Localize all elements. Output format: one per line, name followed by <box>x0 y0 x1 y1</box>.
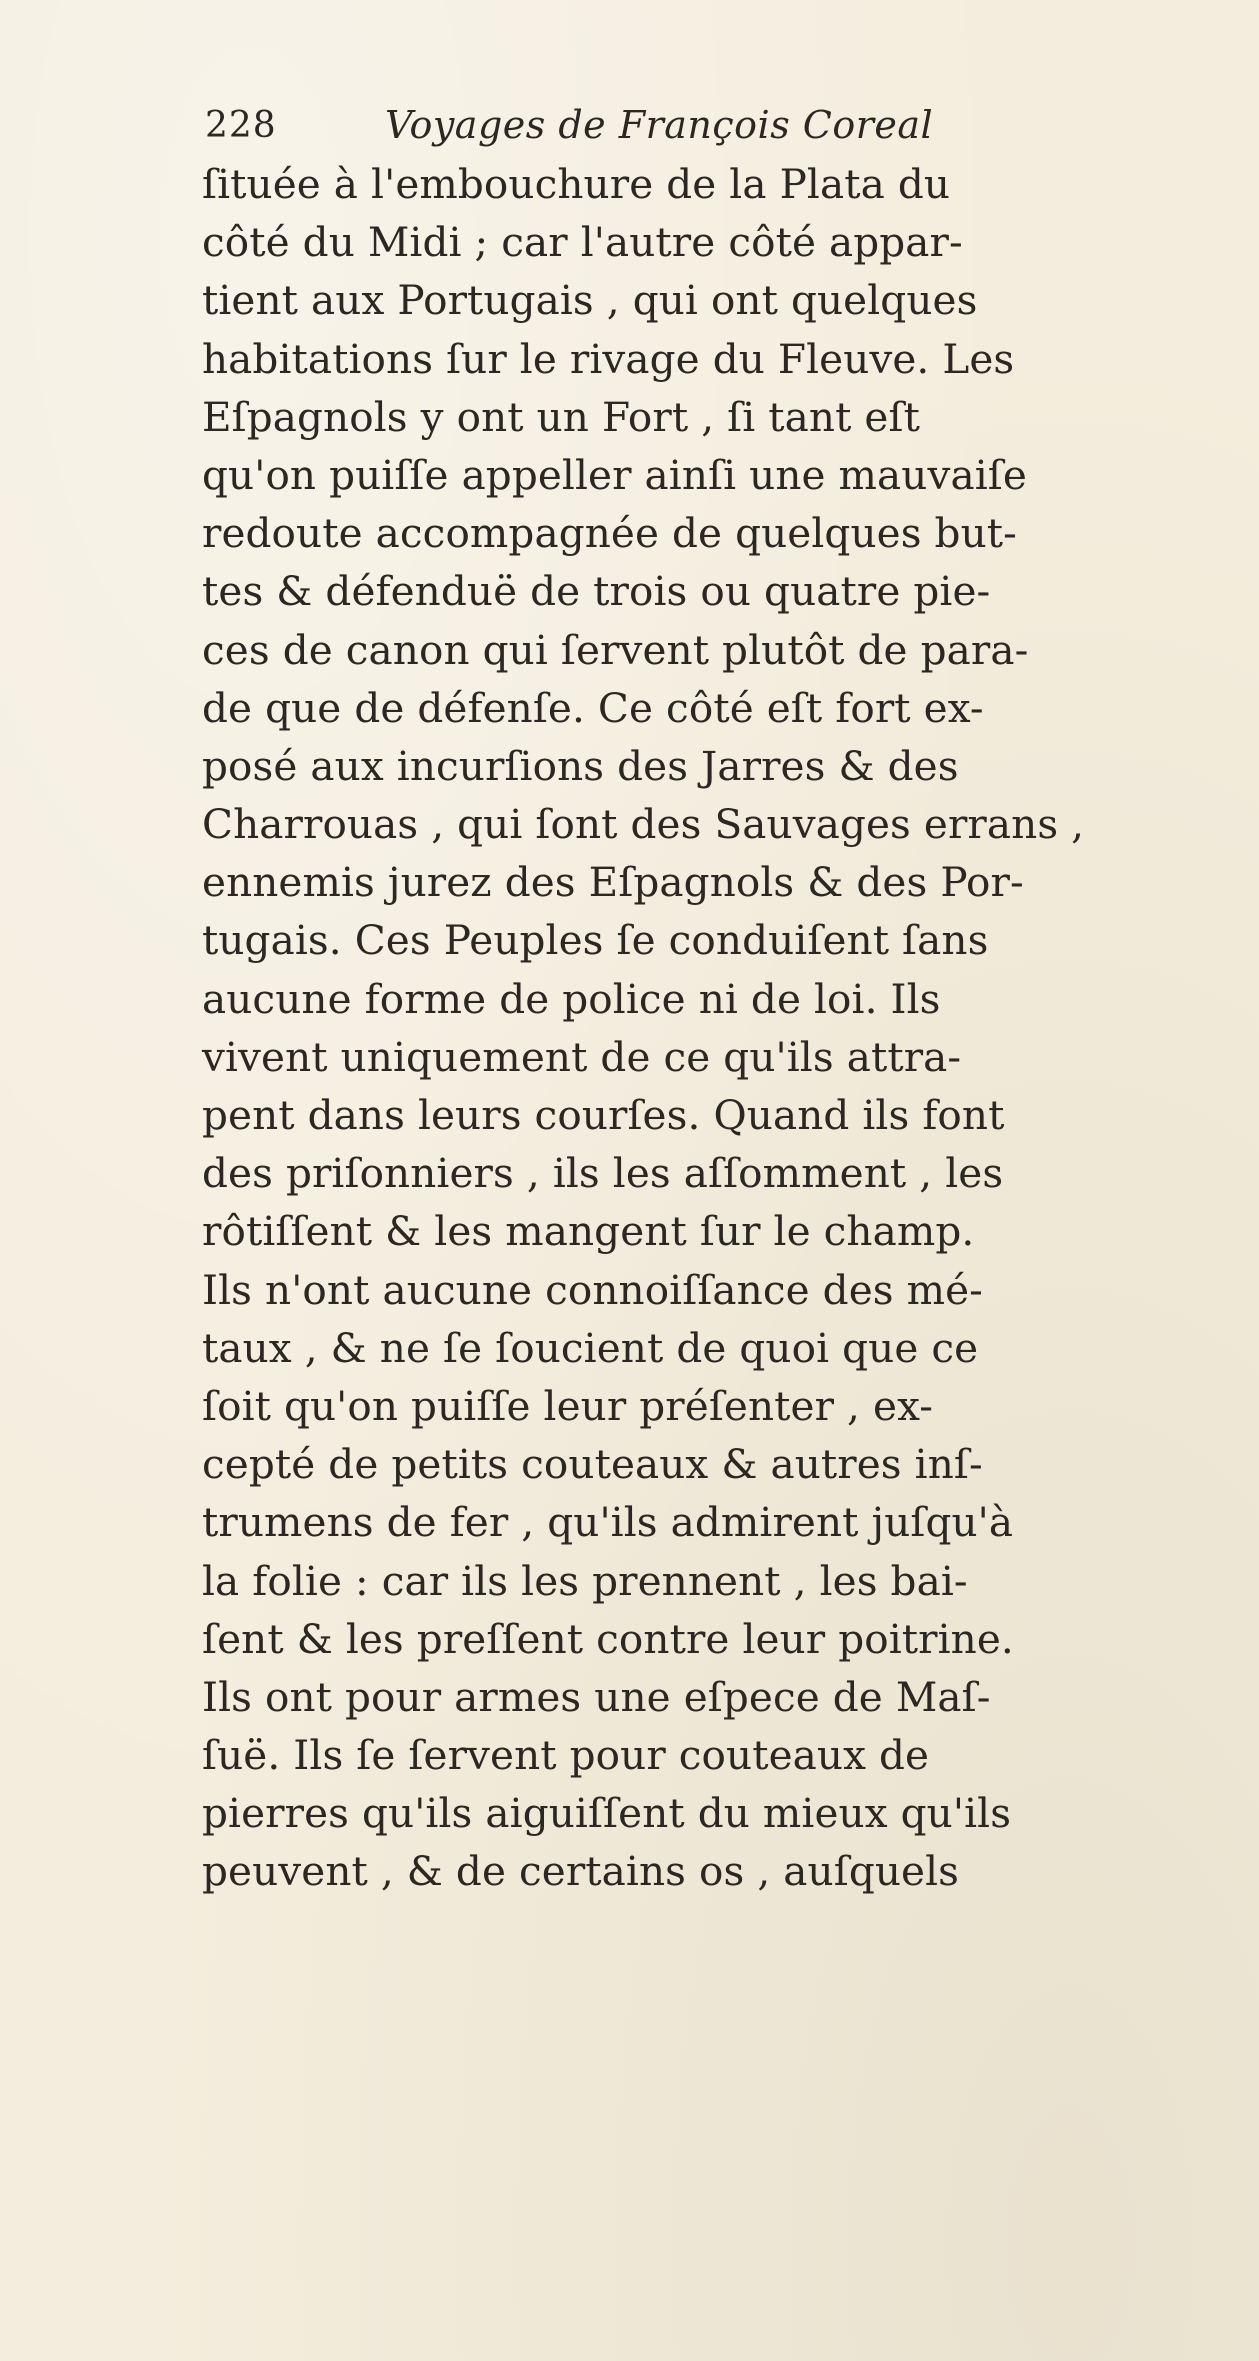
body-text <box>202 155 1232 2175</box>
text-line: ſuë. Ils ſe ſervent pour couteaux de <box>202 1731 930 1780</box>
text-line: ces de canon qui ſervent plutôt de para- <box>202 625 1029 674</box>
text-line: ſent & les preſſent contre leur poitrine. <box>202 1614 1014 1663</box>
text-line: peuvent , & de certains os , auſquels <box>202 1847 960 1896</box>
text-line: taux , & ne ſe ſoucient de quoi que ce <box>202 1323 979 1372</box>
text-line: pierres qu'ils aiguiſſent du mieux qu'ils <box>202 1789 1012 1838</box>
text-line: cepté de petits couteaux & autres inſ- <box>202 1440 983 1489</box>
text-line: vivent uniquement de ce qu'ils attra- <box>202 1032 962 1081</box>
text-line: tient aux Portugais , qui ont quelques <box>202 276 978 325</box>
text-line: posé aux incurſions des Jarres & des <box>202 741 959 790</box>
text-line: rôtiſſent & les mangent ſur le champ. <box>202 1207 975 1256</box>
text-line: redoute accompagnée de quelques but- <box>202 509 1017 558</box>
page-number: 228 <box>205 105 277 146</box>
text-line: Ils ont pour armes une eſpece de Maſ- <box>202 1672 991 1721</box>
text-line: ennemis jurez des Eſpagnols & des Por- <box>202 858 1024 907</box>
text-line: pent dans leurs courſes. Quand ils font <box>202 1091 1005 1139</box>
text-line: des priſonniers , ils les aſſomment , les <box>202 1149 1004 1198</box>
text-line: trumens de fer , qu'ils admirent juſqu'à <box>202 1498 1014 1547</box>
text-line: de que de défenſe. Ce côté eſt fort ex- <box>202 683 984 732</box>
text-line: habitations ſur le rivage du Fleuve. Les <box>202 334 1015 383</box>
text-line: tes & défenduë de trois ou quatre pie- <box>202 567 991 616</box>
text-line: ſituée à l'embouchure de la Plata du <box>202 160 951 208</box>
text-line: la folie : car ils les prennent , les bai- <box>202 1556 968 1605</box>
text-line: tugais. Ces Peuples ſe conduiſent ſans <box>202 916 989 965</box>
text-line: Charrouas , qui ſont des Sauvages errans , <box>202 800 1085 849</box>
running-title: Voyages de François Coreal <box>385 103 934 147</box>
text-line: aucune forme de police ni de loi. Ils <box>202 974 941 1023</box>
text-line: Ils n'ont aucune connoiſſance des mé- <box>202 1265 983 1314</box>
text-line: côté du Midi ; car l'autre côté appar- <box>202 218 963 267</box>
text-line: ſoit qu'on puiſſe leur préſenter , ex- <box>202 1381 934 1430</box>
text-line: Eſpagnols y ont un Fort , ſi tant eſt <box>202 392 920 441</box>
text-line: qu'on puiſſe appeller ainſi une mauvaiſe <box>202 450 1027 499</box>
